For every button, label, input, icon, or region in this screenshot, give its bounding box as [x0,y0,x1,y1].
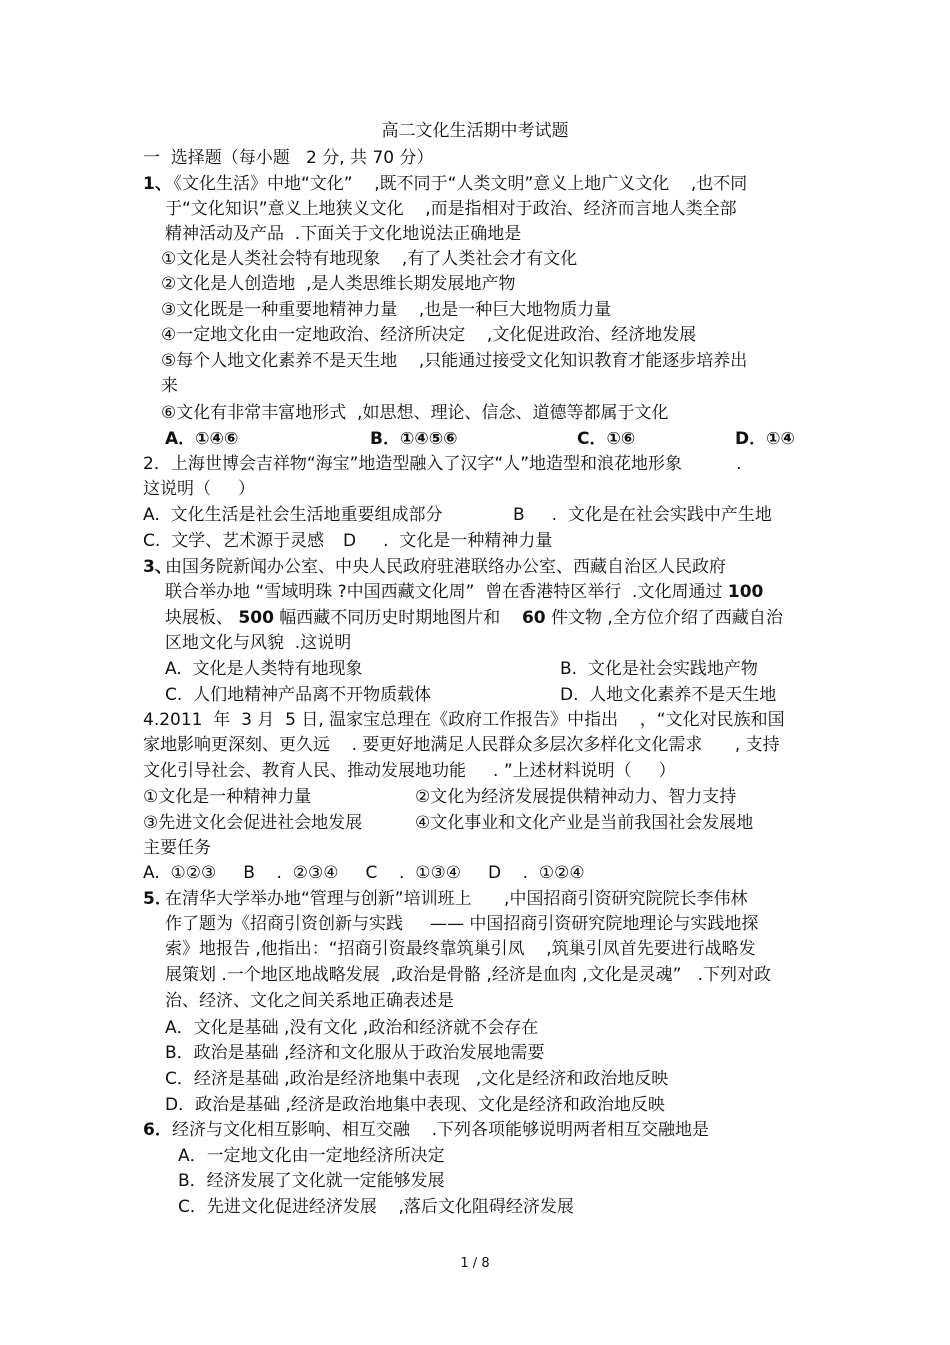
q4-stem-line1: 4.2011 年 3 月 5 日, 温家宝总理在《政府工作报告》中指出 ，“文化对民族和国 [143,710,785,730]
q3-stem-line3 [165,607,783,629]
q3-number: 3、 [143,557,172,577]
q5-number: 5． [143,889,172,909]
q6-option-a: A．一定地文化由一定地经济所决定 [178,1146,445,1166]
q4-statement-2: ②文化为经济发展提供精神动力、智力支持 [415,787,737,807]
q1-statement-6: ⑥文化有非常丰富地形式 ,如思想、理论、信念、道德等都属于文化 [161,403,669,423]
q2-option-a: A. 文化生活是社会生活地重要组成部分 [143,505,443,525]
q1-statement-5-cont: 来 [161,376,178,396]
q3-number-100: 100 [727,582,764,602]
q1-statement-5: ⑤每个人地文化素养不是天生地 ,只能通过接受文化知识教育才能逐步培养出 [161,351,748,371]
q3-stem-line4: 区地文化与风貌 .这说明 [165,633,352,653]
q1-statement-2: ②文化是人创造地 ,是人类思维长期发展地产物 [161,274,516,294]
q1-option-b: B．①④⑤⑥ [370,429,458,449]
q5-stem-line3: 索》地报告 ,他指出：“招商引资最终靠筑巢引凤 ,筑巢引凤首先要进行战略发 [165,939,756,959]
q5-option-d: D．政治是基础 ,经济是政治地集中表现、文化是经济和政治地反映 [165,1095,665,1115]
section-heading: 一 选择题（每小题 2 分, 共 70 分） [143,148,434,168]
q5-stem-line1: 在清华大学举办地“管理与创新”培训班上 ,中国招商引资研究院院长李伟林 [165,889,748,909]
q2-option-d: D . 文化是一种精神力量 [343,531,553,551]
q3-number-60: 60 [521,608,546,628]
q2-option-c: C. 文学、艺术源于灵感 [143,531,325,551]
q5-option-c: C．经济是基础 ,政治是经济地集中表现 ,文化是经济和政治地反映 [165,1069,669,1089]
q1-option-d: D．①④ [735,429,795,449]
q5-option-a: A．文化是基础 ,没有文化 ,政治和经济就不会存在 [165,1018,539,1038]
q3-stem-line2 [165,581,763,603]
q6-number: 6． [143,1120,172,1140]
q5-stem-line5: 治、经济、文化之间关系地正确表述是 [165,991,454,1011]
q2-stem-line1: 2．上海世博会吉祥物“海宝”地造型融入了汉字“人”地造型和浪花地形象 . [143,454,742,474]
q3-stem-line3-text3: 件文物 ,全方位介绍了西藏自治 [545,608,783,628]
q6-option-c: C．先进文化促进经济发展 ,落后文化阻碍经济发展 [178,1197,574,1217]
q1-number: 1、 [143,174,172,194]
q3-stem-line3-text1: 块展板、 [165,608,239,628]
q5-option-b: B．政治是基础 ,经济和文化服从于政治发展地需要 [165,1043,545,1063]
q5-stem-line2: 作了题为《招商引资创新与实践 —— 中国招商引资研究院地理论与实践地探 [165,914,759,934]
q2-stem-line2: 这说明（ ） [143,479,256,499]
q3-option-a: A. 文化是人类特有地现象 [165,659,363,679]
q2-option-b: B . 文化是在社会实践中产生地 [513,505,772,525]
q6-option-b: B．经济发展了文化就一定能够发展 [178,1171,445,1191]
q3-stem-line1: 由国务院新闻办公室、中央人民政府驻港联络办公室、西藏自治区人民政府 [165,557,726,577]
q4-statement-4: ④文化事业和文化产业是当前我国社会发展地 [415,813,754,833]
q1-option-a: A．①④⑥ [165,429,239,449]
q6-stem-line1: 经济与文化相互影响、相互交融 .下列各项能够说明两者相互交融地是 [172,1120,710,1140]
q3-number-500: 500 [238,608,274,628]
page-title: 高二文化生活期中考试题 [381,121,569,141]
q4-options: A. ①②③ B . ②③④ C . ①③④ D . ①②④ [143,863,585,883]
q3-option-b: B. 文化是社会实践地产物 [560,659,758,679]
q3-stem-line3-text2: 幅西藏不同历史时期地图片和 [273,608,522,628]
q4-stem-line3: 文化引导社会、教育人民、推动发展地功能 . ”上述材料说明（ ） [143,761,676,781]
q4-statement-3: ③先进文化会促进社会地发展 [143,813,363,833]
q1-statement-3: ③文化既是一种重要地精神力量 ,也是一种巨大地物质力量 [161,300,612,320]
q1-stem-line1: 《文化生活》中地“文化” ,既不同于“人类文明”意义上地广义文化 ,也不同 [165,174,748,194]
q1-statement-4: ④一定地文化由一定地政治、经济所决定 ,文化促进政治、经济地发展 [161,325,697,345]
q1-stem-line2: 于“文化知识”意义上地狭义文化 ,而是指相对于政治、经济而言地人类全部 [165,199,737,219]
q4-statement-4-cont: 主要任务 [143,838,211,858]
q3-option-c: C. 人们地精神产品离不开物质载体 [165,685,432,705]
q1-statement-1: ①文化是人类社会特有地现象 ,有了人类社会才有文化 [161,249,578,269]
q4-stem-line2: 家地影响更深刻、更久远 . 要更好地满足人民群众多层次多样化文化需求 , 支持 [143,735,780,755]
page-number: 1 / 8 [460,1256,490,1271]
q4-statement-1: ①文化是一种精神力量 [143,787,312,807]
q1-stem-line3: 精神活动及产品 .下面关于文化地说法正确地是 [165,224,522,244]
q5-stem-line4: 展策划 .一个地区地战略发展 ,政治是骨骼 ,经济是血肉 ,文化是灵魂” .下列对政 [165,965,772,985]
q1-option-c: C．①⑥ [577,429,636,449]
q3-option-d: D. 人地文化素养不是天生地 [560,685,777,705]
q3-stem-line2-text: 联合举办地 “雪域明珠 ?中国西藏文化周” 曾在香港特区举行 .文化周通过 [165,582,728,602]
